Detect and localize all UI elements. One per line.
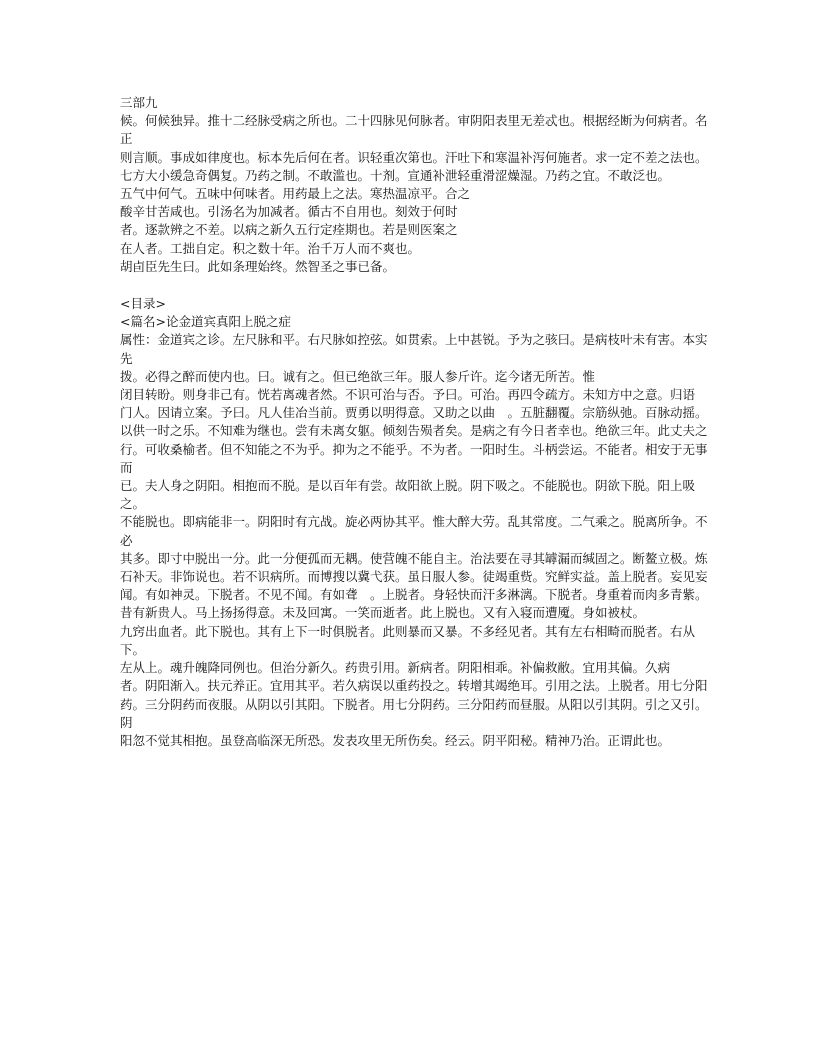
text-line: 七方大小缓急奇偶复。乃药之制。不敢滥也。十剂。宣通补泄轻重滑涩燥湿。乃药之宜。不敢泛也。 (120, 167, 671, 183)
text-line: 石补天。非饰说也。若不识病所。而博搜以冀弋获。虽日服人参。徒竭重赀。究鲜实益。盖上脱者。妄见妄 (120, 569, 708, 585)
text-line: 不能脱也。即病能非一。阴阳时有亢战。旋必两协其平。惟大醉大劳。乱其常度。二气乘之。脱离所争。不必 (120, 514, 708, 548)
section-spacer (120, 276, 710, 295)
text-line: 药。三分阴药而夜服。从阴以引其阳。下脱者。用七分阴药。三分阳药而昼服。从阳以引其阴。引之又引。阴 (120, 696, 708, 730)
document-page (120, 94, 710, 750)
text-line: 已。夫人身之阴阳。相抱而不脱。是以百年有尝。故阳欲上脱。阴下吸之。不能脱也。阴欲下脱。阳上吸之。 (120, 478, 696, 512)
text-line: 酸辛甘苦咸也。引汤名为加减者。循古不自用也。刻效于何时 (120, 204, 458, 220)
text-line: 属性：金道宾之诊。左尺脉和平。右尺脉如控弦。如贯索。上中甚锐。予为之骇曰。是病枝叶未有害。本实先 (120, 332, 708, 366)
text-line: 三部九 (120, 95, 158, 110)
text-line: 在人者。工拙自定。积之数十年。治千万人而不爽也。 (120, 240, 421, 256)
text-line: 以供一时之乐。不知难为继也。尝有未离女躯。倾刻告殒者矣。是病之有今日者幸也。绝欲三年。此丈夫之 (120, 423, 708, 439)
text-line: 拨。必得之醉而使内也。曰。诚有之。但已绝欲三年。服人参斤许。迄今诸无所苦。惟 (120, 368, 596, 384)
text-line: 行。可收桑榆者。但不知能之不为乎。抑为之不能乎。不为者。一阳时生。斗柄尝运。不能者。相安于无事而 (120, 441, 708, 475)
section-preface (120, 94, 710, 276)
text-line: 五气中何气。五味中何味者。用药最上之法。寒热温凉平。合之 (120, 186, 471, 202)
text-line: 则言顺。事成如律度也。标本先后何在者。识轻重次第也。汗吐下和寒温补泻何施者。求一定不差之法也。 (120, 149, 708, 165)
text-line: 者。阴阳渐入。扶元养正。宜用其平。若久病误以重药投之。转增其竭绝耳。引用之法。上脱者。用七分阳 (120, 678, 708, 694)
text-line: 其多。即寸中脱出一分。此一分便孤而无耦。使营魄不能自主。治法要在寻其罅漏而缄固之。断鳌立极。炼 (120, 550, 708, 566)
section-case (120, 295, 710, 750)
text-line: 胡卣臣先生曰。此如条理始终。然智圣之事已备。 (120, 258, 396, 274)
chapter-title: <篇名>论金道宾真阳上脱之症 (120, 314, 291, 330)
catalog-marker: <目录> (120, 296, 166, 312)
text-line: 门人。因请立案。予曰。凡人佳冶当前。贾勇以明得意。又助之以曲 。五脏翻覆。宗筋纵弛。百脉动摇。 (120, 405, 708, 421)
text-line: 左从上。魂升魄降同例也。但治分新久。药贵引用。新病者。阴阳相乖。补偏救敝。宜用其偏。久病 (120, 660, 671, 676)
text-line: 闻。有如神灵。下脱者。不见不闻。有如聋 。上脱者。身轻快而汗多淋漓。下脱者。身重着而肉多青紫。昔有新贵人。马上扬扬得意。未及回寓。一笑而逝者。此上脱也。又有入寝而遭魇。身如被杖。 (120, 587, 708, 621)
text-line: 阳忽不觉其相抱。虽登高临深无所恐。发表攻里无所伤矣。经云。阴平阳秘。精神乃治。正谓此也。 (120, 732, 671, 748)
text-line: 候。何候独异。推十二经脉受病之所也。二十四脉见何脉者。审阴阳表里无差忒也。根据经断为何病者。名正 (120, 113, 708, 147)
text-line: 九窍出血者。此下脱也。其有上下一时俱脱者。此则暴而又暴。不多经见者。其有左右相畸而脱者。右从下。 (120, 623, 696, 657)
text-line: 者。逐款辨之不差。以病之新久五行定痊期也。若是则医案之 (120, 222, 458, 238)
text-line: 闭目转盼。则身非己有。恍若离魂者然。不识可治与否。予曰。可治。再四令疏方。未知方中之意。归语 (120, 387, 696, 403)
